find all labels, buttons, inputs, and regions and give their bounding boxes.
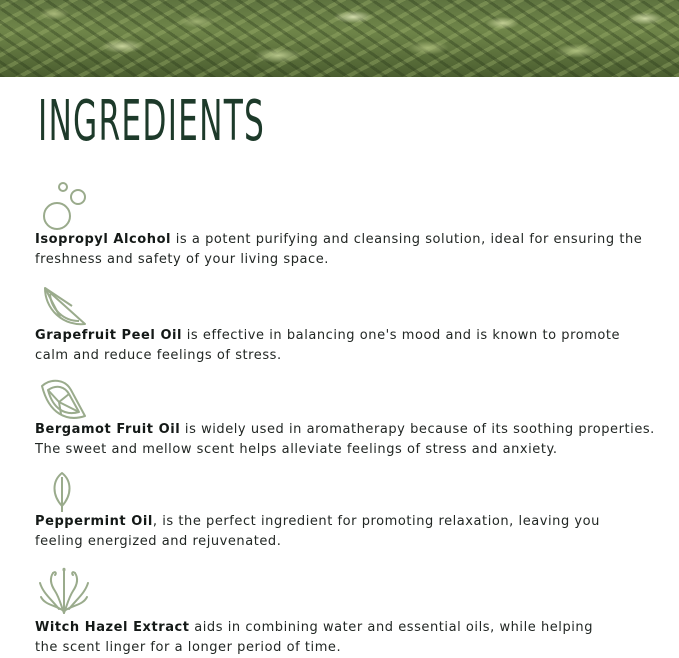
- bubbles-icon: [39, 180, 91, 230]
- ingredient-description: [35, 512, 615, 552]
- ingredient-description: [35, 618, 595, 658]
- ingredient-description: [35, 420, 660, 460]
- hero-leaves-image: [0, 0, 679, 77]
- leaf-icon: [45, 470, 79, 514]
- ingredient-text: is widely used in aromatherapy because of its soothing properties. The sweet and mellow scent helps alleviate feelings of stress and anxiety.: [35, 422, 655, 457]
- witch-hazel-flower-icon: [37, 565, 91, 617]
- ingredient-text: is effective in balancing one's mood and is known to promote calm and reduce feelings of stress.: [35, 328, 621, 363]
- ingredient-name: Isopropyl Alcohol: [35, 232, 172, 247]
- page-title: INGREDIENTS: [38, 89, 266, 154]
- citrus-wedge-icon: [37, 376, 89, 426]
- ingredient-description: [35, 230, 645, 270]
- ingredient-name: Bergamot Fruit Oil: [35, 422, 181, 437]
- ingredient-text: , is the perfect ingredient for promoting relaxation, leaving you feeling energized and rejuvenated.: [35, 514, 600, 549]
- ingredient-name: Peppermint Oil: [35, 514, 153, 529]
- ingredient-description: [35, 326, 635, 366]
- ingredient-name: Grapefruit Peel Oil: [35, 328, 183, 343]
- ingredient-name: Witch Hazel Extract: [35, 620, 190, 635]
- citrus-slice-icon: [39, 282, 91, 332]
- ingredient-text: is a potent purifying and cleansing solution, ideal for ensuring the freshness and safety of your living space.: [35, 232, 643, 267]
- ingredient-text: aids in combining water and essential oils, while helping the scent linger for a longer period of time.: [35, 620, 594, 655]
